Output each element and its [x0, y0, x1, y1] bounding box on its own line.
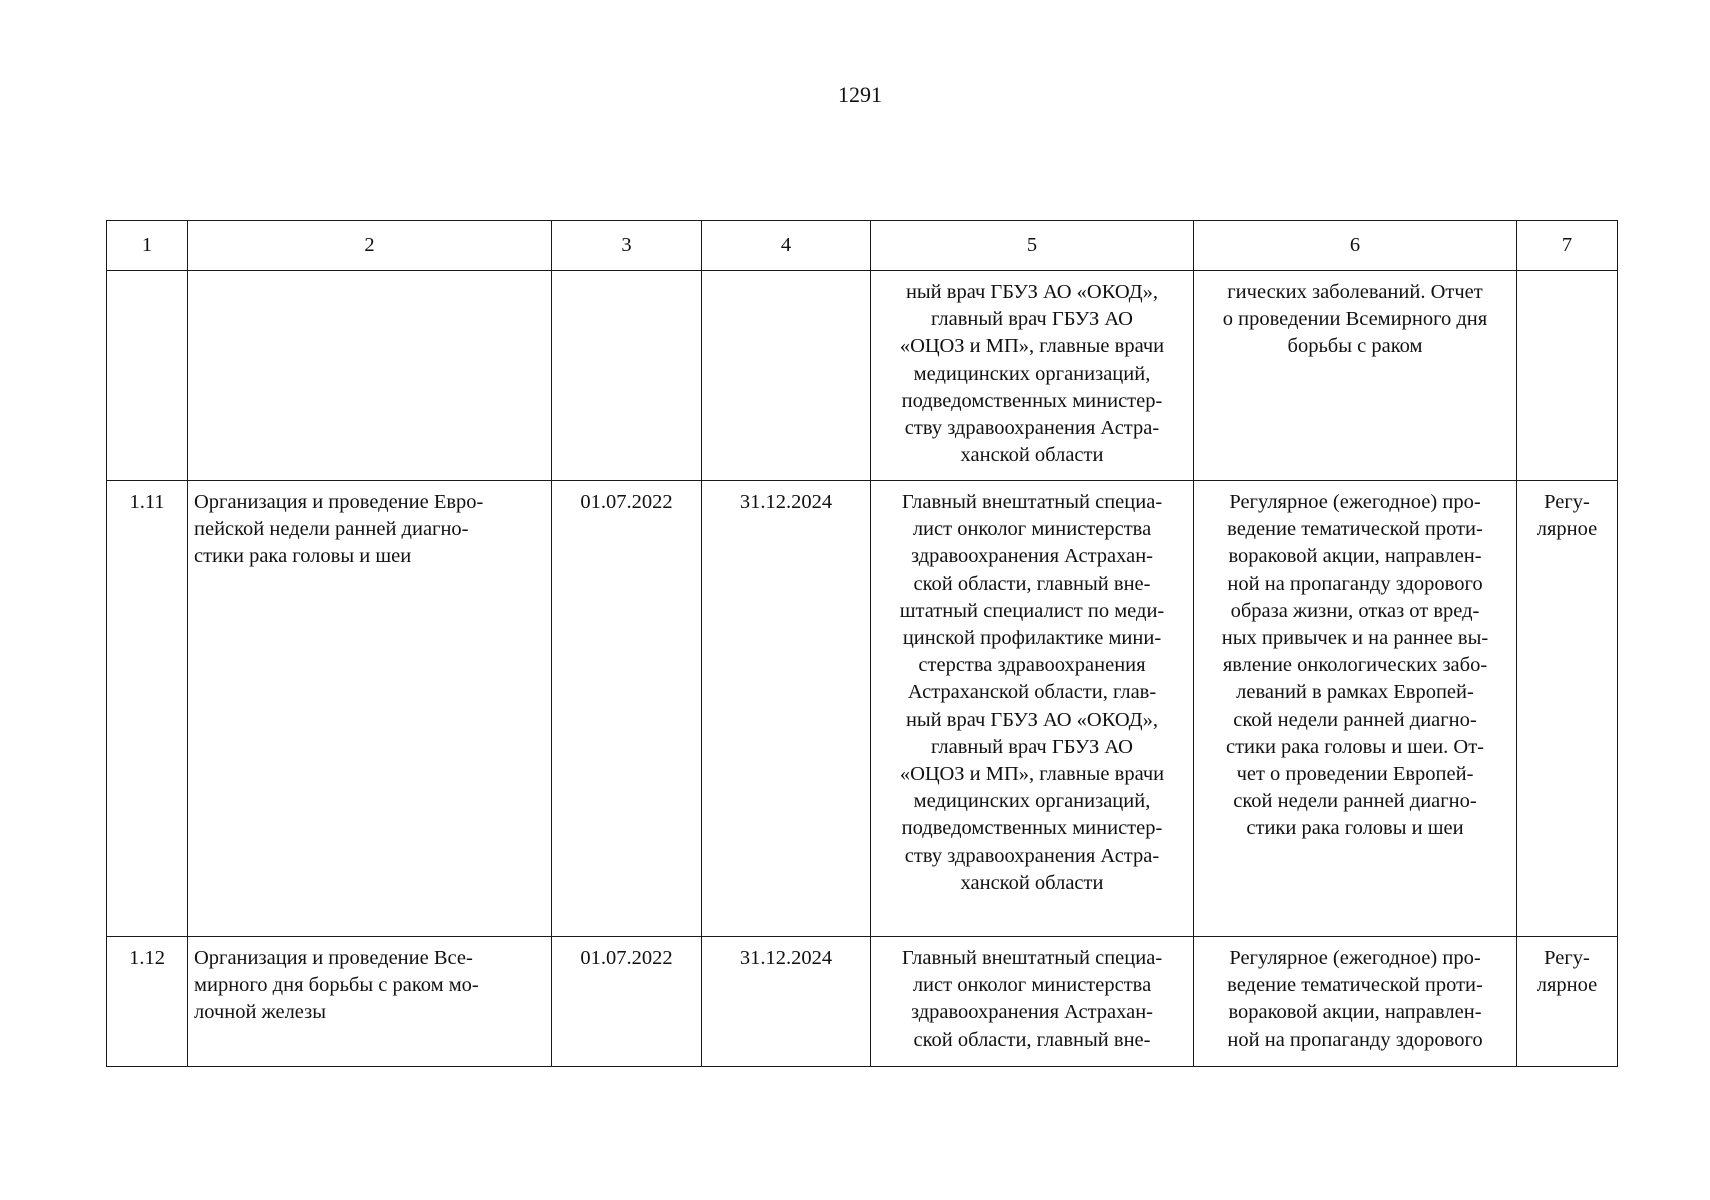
responsible-text: Главный внештатный специа- лист онколог министерства здравоохранения Астрахан- ской области, главный вне- [901, 947, 1163, 1051]
column-header: 6 [1194, 221, 1517, 271]
item-number: 1.12 [129, 947, 165, 969]
table-row [107, 481, 1618, 937]
column-header: 2 [188, 221, 552, 271]
start-date-cell [552, 481, 702, 937]
measure-name: Организация и проведение Евро- пейской недели ранней диагно- стики рака головы и шеи [194, 491, 484, 568]
table-row [107, 937, 1618, 1067]
item-number-cell [107, 271, 188, 481]
end-date: 31.12.2024 [739, 491, 833, 513]
result-text: гических заболеваний. Отчет о проведении Всемирного дня борьбы с раком [1222, 281, 1488, 358]
periodicity-text: Регу- лярное [1536, 491, 1598, 541]
responsible-text: Главный внештатный специа- лист онколог министерства здравоохранения Астрахан- ской области, главный вне- штатный специалист по меди- цинской профилактике мини- стерства здравоохранения Астраханской области, глав- ный врач ГБУЗ АО «ОКОД», главный врач ГБУЗ АО «ОЦОЗ и МП», главные врачи медицинских организаций, подведомственных министер- ству здравоохранения Астра- ханской области [899, 491, 1165, 894]
column-header: 3 [552, 221, 702, 271]
column-header: 1 [107, 221, 188, 271]
measure-name-cell [188, 937, 552, 1067]
column-header: 5 [871, 221, 1194, 271]
result-cell [1194, 271, 1517, 481]
end-date: 31.12.2024 [739, 947, 833, 969]
end-date-cell [702, 937, 871, 1067]
column-header: 4 [702, 221, 871, 271]
responsible-text: ный врач ГБУЗ АО «ОКОД», главный врач ГБУЗ АО «ОЦОЗ и МП», главные врачи медицинских организаций, подведомственных министер- ству здравоохранения Астра- ханской области [899, 281, 1165, 467]
measures-table [106, 220, 1618, 1067]
table-header-row [107, 221, 1618, 271]
column-header: 7 [1517, 221, 1618, 271]
result-cell [1194, 937, 1517, 1067]
start-date-cell [552, 271, 702, 481]
result-text: Регулярное (ежегодное) про- ведение тематической проти- вораковой акции, направлен- ной на пропаганду здорового [1227, 947, 1483, 1051]
responsible-cell [871, 271, 1194, 481]
start-date: 01.07.2022 [580, 491, 673, 513]
item-number-cell [107, 937, 188, 1067]
start-date: 01.07.2022 [580, 947, 673, 969]
result-cell [1194, 481, 1517, 937]
periodicity-cell [1517, 937, 1618, 1067]
measure-name: Организация и проведение Все- мирного дня борьбы с раком мо- лочной железы [194, 947, 479, 1024]
page-number: 1291 [838, 82, 882, 107]
periodicity-text: Регу- лярное [1536, 947, 1598, 997]
end-date-cell [702, 271, 871, 481]
start-date-cell [552, 937, 702, 1067]
periodicity-cell [1517, 271, 1618, 481]
responsible-cell [871, 481, 1194, 937]
periodicity-cell [1517, 481, 1618, 937]
measure-name-cell [188, 271, 552, 481]
item-number: 1.11 [129, 491, 165, 513]
responsible-cell [871, 937, 1194, 1067]
result-text: Регулярное (ежегодное) про- ведение тематической проти- вораковой акции, направлен- ной на пропаганду здорового образа жизни, отказ от вред- ных привычек и на раннее вы- явление онкологических забо- леваний в рамках Европей- ской недели ранней диагно- стики рака головы и шеи. От- чет о проведении Европей- ской недели ранней диагно- стики рака головы и шеи [1221, 491, 1489, 840]
item-number-cell [107, 481, 188, 937]
measure-name-cell [188, 481, 552, 937]
table-row [107, 271, 1618, 481]
end-date-cell [702, 481, 871, 937]
